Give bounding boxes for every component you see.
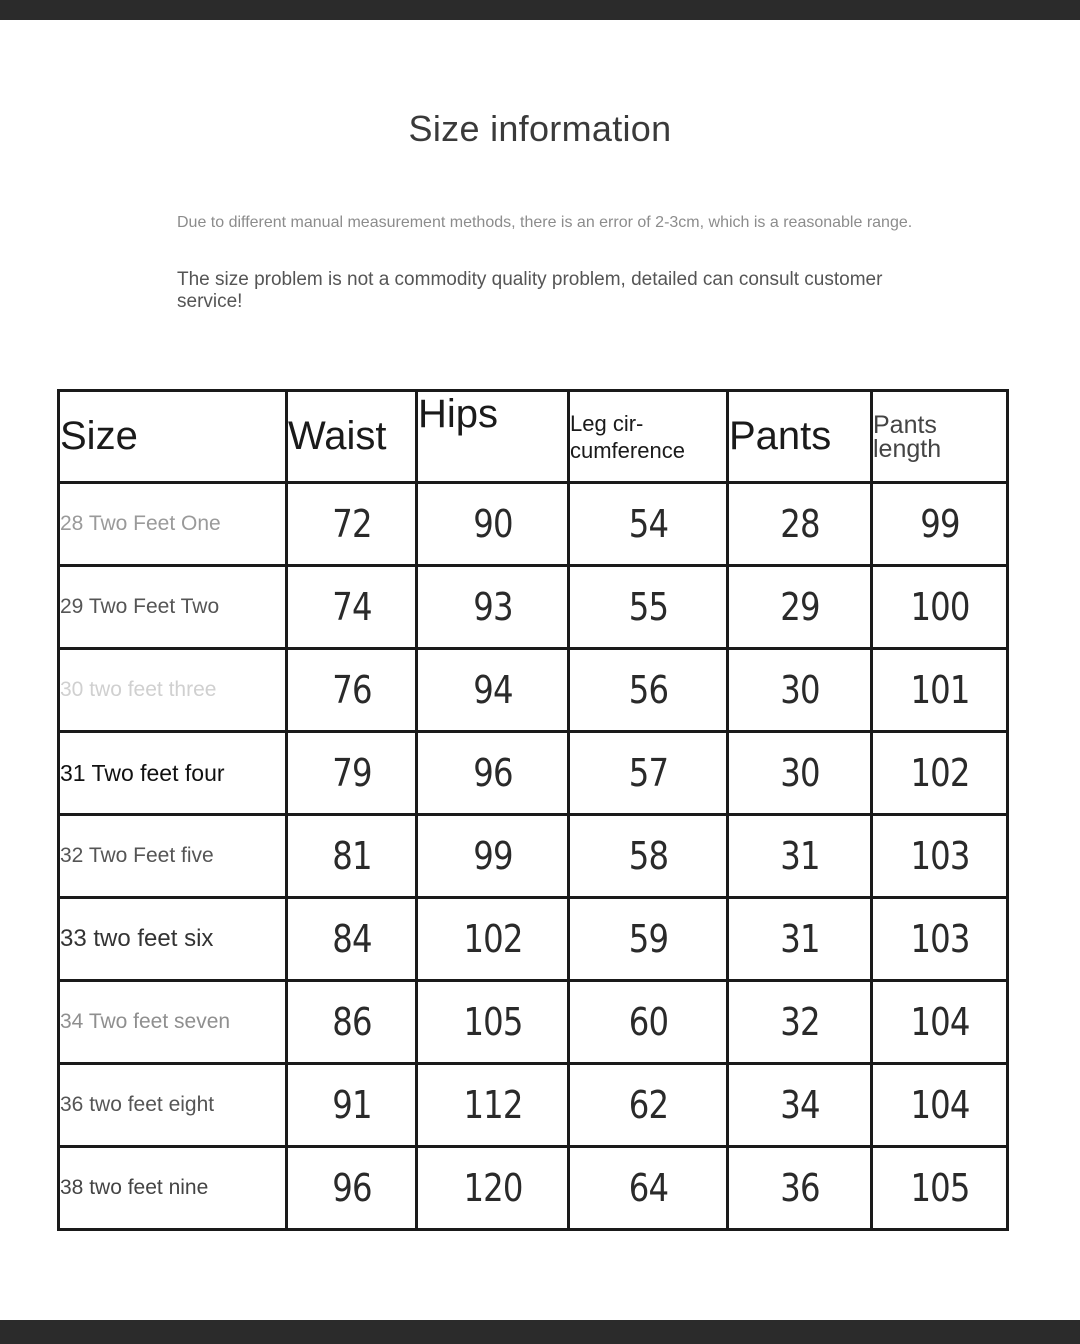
- size-label-cell: 34 Two feet seven: [59, 981, 287, 1064]
- pants-length-cell: 101: [882, 649, 998, 732]
- pants-cell: 32: [738, 981, 860, 1064]
- hips-cell: 94: [428, 649, 557, 732]
- pants-length-cell: 102: [882, 732, 998, 815]
- pants-length-cell: 99: [882, 483, 998, 566]
- measurement-error-note: Due to different manual measurement methods, there is an error of 2-3cm, which is a reasonable range.: [177, 214, 913, 231]
- pants-cell: 31: [738, 815, 860, 898]
- hips-cell: 112: [428, 1064, 557, 1147]
- leg-circumference-cell: 59: [580, 898, 715, 981]
- leg-circumference-cell: 58: [580, 815, 715, 898]
- header-size: Size: [59, 391, 287, 483]
- table-row: [59, 981, 1008, 1064]
- size-label-cell: 28 Two Feet One: [59, 483, 287, 566]
- pants-length-cell: 103: [882, 898, 998, 981]
- hips-cell: 93: [428, 566, 557, 649]
- leg-circumference-cell: 64: [580, 1147, 715, 1230]
- pants-cell: 30: [738, 732, 860, 815]
- waist-cell: 91: [296, 1064, 407, 1147]
- pants-cell: 34: [738, 1064, 860, 1147]
- waist-cell: 76: [296, 649, 407, 732]
- table-row: [59, 1147, 1008, 1230]
- leg-circumference-cell: 62: [580, 1064, 715, 1147]
- size-label-cell: 32 Two Feet five: [59, 815, 287, 898]
- table-row: [59, 732, 1008, 815]
- header-leg-line2: cumference: [570, 437, 685, 463]
- size-label-cell: 30 two feet three: [59, 649, 287, 732]
- hips-cell: 99: [428, 815, 557, 898]
- table-row: [59, 483, 1008, 566]
- waist-cell: 84: [296, 898, 407, 981]
- hips-cell: 102: [428, 898, 557, 981]
- pants-length-cell: 100: [882, 566, 998, 649]
- pants-cell: 31: [738, 898, 860, 981]
- page-title: Size information: [408, 108, 672, 149]
- header-pants: Pants: [728, 391, 872, 483]
- header-length-line2: length: [873, 434, 942, 463]
- header-length-line1: Pants: [873, 410, 937, 439]
- size-label-cell: 36 two feet eight: [59, 1064, 287, 1147]
- waist-cell: 81: [296, 815, 407, 898]
- hips-cell: 90: [428, 483, 557, 566]
- customer-service-note: The size problem is not a commodity quality problem, detailed can consult customer service!: [177, 269, 883, 312]
- top-border-bar: [0, 0, 1080, 20]
- header-leg-line1: Leg cir-: [570, 410, 644, 436]
- size-label-cell: 29 Two Feet Two: [59, 566, 287, 649]
- header-leg-circumference: [569, 391, 728, 483]
- leg-circumference-cell: 56: [580, 649, 715, 732]
- size-chart-table: [57, 389, 1009, 1231]
- bottom-border-bar: [0, 1320, 1080, 1344]
- waist-cell: 96: [296, 1147, 407, 1230]
- table-row: [59, 649, 1008, 732]
- pants-cell: 29: [738, 566, 860, 649]
- hips-cell: 120: [428, 1147, 557, 1230]
- hips-cell: 96: [428, 732, 557, 815]
- leg-circumference-cell: 57: [580, 732, 715, 815]
- size-label-cell: 33 two feet six: [59, 898, 287, 981]
- waist-cell: 86: [296, 981, 407, 1064]
- table-row: [59, 1064, 1008, 1147]
- header-pants-length: [872, 391, 1008, 483]
- table-row: [59, 566, 1008, 649]
- pants-cell: 30: [738, 649, 860, 732]
- pants-length-cell: 104: [882, 1064, 998, 1147]
- leg-circumference-cell: 60: [580, 981, 715, 1064]
- waist-cell: 79: [296, 732, 407, 815]
- waist-cell: 74: [296, 566, 407, 649]
- table-row: [59, 815, 1008, 898]
- header-waist: Waist: [287, 391, 417, 483]
- pants-cell: 36: [738, 1147, 860, 1230]
- table-header-row: [59, 391, 1008, 483]
- pants-length-cell: 104: [882, 981, 998, 1064]
- leg-circumference-cell: 55: [580, 566, 715, 649]
- pants-length-cell: 103: [882, 815, 998, 898]
- header-hips: Hips: [417, 391, 569, 483]
- leg-circumference-cell: 54: [580, 483, 715, 566]
- hips-cell: 105: [428, 981, 557, 1064]
- waist-cell: 72: [296, 483, 407, 566]
- table-row: [59, 898, 1008, 981]
- size-label-cell: 38 two feet nine: [59, 1147, 287, 1230]
- pants-cell: 28: [738, 483, 860, 566]
- size-label-cell: 31 Two feet four: [59, 732, 287, 815]
- pants-length-cell: 105: [882, 1147, 998, 1230]
